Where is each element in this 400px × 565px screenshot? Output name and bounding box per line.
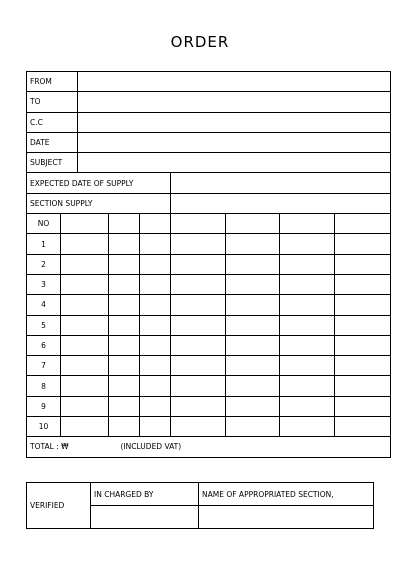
item-cell[interactable]: [280, 214, 335, 234]
item-row: [27, 315, 391, 335]
item-cell[interactable]: [140, 417, 171, 437]
item-cell[interactable]: [280, 254, 335, 274]
item-cell[interactable]: [171, 214, 226, 234]
from-row: [27, 72, 391, 92]
item-cell[interactable]: [109, 376, 140, 396]
item-cell[interactable]: [109, 274, 140, 294]
to-row: [27, 92, 391, 112]
item-cell[interactable]: [335, 214, 391, 234]
item-cell[interactable]: [140, 214, 171, 234]
item-cell[interactable]: [109, 335, 140, 355]
item-row: [27, 396, 391, 416]
item-cell[interactable]: [335, 254, 391, 274]
item-row: [27, 274, 391, 294]
item-rows: [27, 234, 391, 437]
item-cell[interactable]: [140, 234, 171, 254]
item-cell[interactable]: [61, 396, 109, 416]
item-cell[interactable]: [109, 417, 140, 437]
subject-row: [27, 153, 391, 173]
total-cell[interactable]: [27, 437, 391, 457]
item-cell[interactable]: [226, 356, 280, 376]
item-cell[interactable]: [61, 356, 109, 376]
section-supply-label: SECTION SUPPLY: [27, 193, 171, 213]
item-cell[interactable]: [171, 234, 226, 254]
expected-date-field[interactable]: [171, 173, 391, 193]
item-cell[interactable]: [226, 396, 280, 416]
item-header-row: [27, 214, 391, 234]
total-label: TOTAL : ₩: [30, 442, 69, 452]
from-label: FROM: [27, 72, 78, 92]
item-no-header: NO: [27, 214, 61, 234]
cc-field[interactable]: [78, 112, 391, 132]
item-cell[interactable]: [61, 315, 109, 335]
item-cell[interactable]: [109, 295, 140, 315]
item-cell[interactable]: [226, 335, 280, 355]
to-field[interactable]: [78, 92, 391, 112]
item-cell[interactable]: [171, 417, 226, 437]
item-cell[interactable]: [109, 356, 140, 376]
total-row: [27, 437, 391, 457]
expected-date-label: EXPECTED DATE OF SUPPLY: [27, 173, 171, 193]
order-form-table: [26, 71, 391, 458]
subject-label: SUBJECT: [27, 153, 78, 173]
item-cell[interactable]: [335, 315, 391, 335]
item-cell[interactable]: [171, 376, 226, 396]
item-cell[interactable]: [109, 315, 140, 335]
item-cell[interactable]: [226, 295, 280, 315]
item-cell[interactable]: [335, 376, 391, 396]
item-number: 8: [27, 376, 61, 396]
item-number: 2: [27, 254, 61, 274]
item-cell[interactable]: [61, 234, 109, 254]
item-cell[interactable]: [171, 274, 226, 294]
item-row: [27, 356, 391, 376]
item-cell[interactable]: [280, 335, 335, 355]
item-row: [27, 376, 391, 396]
item-cell[interactable]: [61, 335, 109, 355]
in-charged-by-label: IN CHARGED BY: [91, 483, 199, 506]
section-name-label: NAME OF APPROPRIATED SECTION,: [199, 483, 374, 506]
item-cell[interactable]: [171, 254, 226, 274]
item-number: 3: [27, 274, 61, 294]
item-cell[interactable]: [226, 234, 280, 254]
item-row: [27, 254, 391, 274]
signature-header-row: [27, 483, 374, 506]
item-cell[interactable]: [61, 214, 109, 234]
in-charged-by-field[interactable]: [91, 506, 199, 529]
item-cell[interactable]: [61, 376, 109, 396]
item-cell[interactable]: [109, 254, 140, 274]
item-number: 10: [27, 417, 61, 437]
item-number: 7: [27, 356, 61, 376]
item-cell[interactable]: [61, 295, 109, 315]
item-cell[interactable]: [335, 356, 391, 376]
item-cell[interactable]: [280, 356, 335, 376]
item-number: 1: [27, 234, 61, 254]
date-row: [27, 132, 391, 152]
subject-field[interactable]: [78, 153, 391, 173]
item-cell[interactable]: [140, 356, 171, 376]
section-supply-field[interactable]: [171, 193, 391, 213]
item-cell[interactable]: [109, 214, 140, 234]
item-number: 4: [27, 295, 61, 315]
item-cell[interactable]: [226, 417, 280, 437]
item-row: [27, 234, 391, 254]
item-cell[interactable]: [171, 295, 226, 315]
item-cell[interactable]: [140, 254, 171, 274]
item-cell[interactable]: [280, 376, 335, 396]
item-cell[interactable]: [109, 396, 140, 416]
item-row: [27, 335, 391, 355]
item-number: 6: [27, 335, 61, 355]
item-row: [27, 417, 391, 437]
item-cell[interactable]: [140, 295, 171, 315]
item-cell[interactable]: [280, 295, 335, 315]
signature-table: [26, 482, 374, 529]
item-cell[interactable]: [109, 234, 140, 254]
item-cell[interactable]: [280, 396, 335, 416]
item-cell[interactable]: [140, 335, 171, 355]
section-name-field[interactable]: [199, 506, 374, 529]
to-label: TO: [27, 92, 78, 112]
document-title: ORDER: [170, 33, 230, 51]
item-cell[interactable]: [226, 315, 280, 335]
verified-label: VERIFIED: [27, 483, 91, 529]
from-field[interactable]: [78, 72, 391, 92]
item-cell[interactable]: [171, 396, 226, 416]
item-cell[interactable]: [280, 274, 335, 294]
item-cell[interactable]: [226, 214, 280, 234]
item-cell[interactable]: [335, 234, 391, 254]
cc-row: [27, 112, 391, 132]
item-cell[interactable]: [171, 335, 226, 355]
item-cell[interactable]: [335, 417, 391, 437]
item-number: 9: [27, 396, 61, 416]
section-supply-row: [27, 193, 391, 213]
item-cell[interactable]: [61, 274, 109, 294]
item-number: 5: [27, 315, 61, 335]
item-cell[interactable]: [61, 417, 109, 437]
item-cell[interactable]: [140, 315, 171, 335]
item-cell[interactable]: [335, 295, 391, 315]
item-cell[interactable]: [171, 315, 226, 335]
item-cell[interactable]: [61, 254, 109, 274]
item-cell[interactable]: [140, 274, 171, 294]
item-cell[interactable]: [226, 254, 280, 274]
item-cell[interactable]: [226, 274, 280, 294]
date-label: DATE: [27, 132, 78, 152]
cc-label: C.C: [27, 112, 78, 132]
item-cell[interactable]: [335, 396, 391, 416]
item-cell[interactable]: [140, 376, 171, 396]
item-cell[interactable]: [335, 274, 391, 294]
item-cell[interactable]: [280, 234, 335, 254]
item-cell[interactable]: [335, 335, 391, 355]
item-cell[interactable]: [280, 315, 335, 335]
item-cell[interactable]: [226, 376, 280, 396]
item-row: [27, 295, 391, 315]
item-cell[interactable]: [140, 396, 171, 416]
item-cell[interactable]: [280, 417, 335, 437]
date-field[interactable]: [78, 132, 391, 152]
vat-note: (INCLUDED VAT): [120, 442, 182, 452]
item-cell[interactable]: [171, 356, 226, 376]
expected-date-row: [27, 173, 391, 193]
